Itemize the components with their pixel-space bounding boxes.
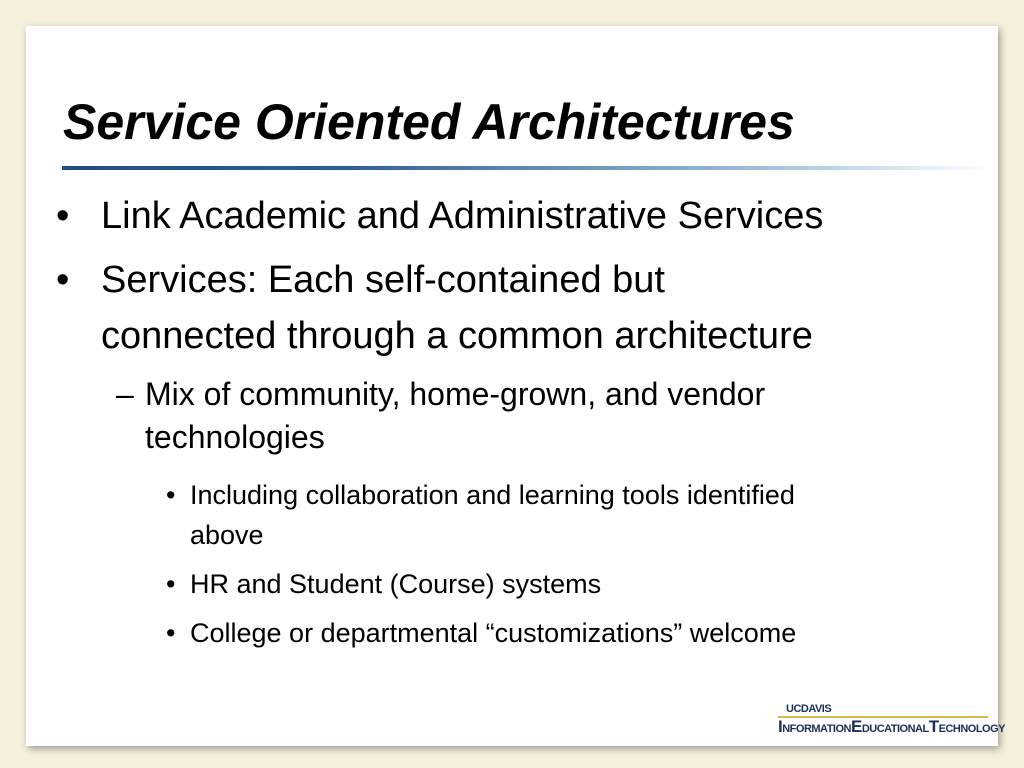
logo-initial: E <box>850 717 862 736</box>
sub-bullet-text: Mix of community, home-grown, and vendor <box>145 376 766 412</box>
logo-word: ECHNOLOGY <box>938 723 1006 735</box>
sub-sub-bullet-text-continuation: above <box>190 520 264 550</box>
slide <box>26 26 1006 746</box>
bullet-marker: • <box>56 195 70 237</box>
bullet-marker: • <box>56 259 70 301</box>
logo-initial: I <box>778 717 783 736</box>
logo-word: DUCATIONAL <box>861 723 929 735</box>
logo-word: NFORMATION <box>782 723 851 735</box>
bullet-text: Link Academic and Administrative Services <box>101 195 824 237</box>
sub-sub-bullet-text: HR and Student (Course) systems <box>190 569 602 599</box>
bullet-marker: • <box>166 618 176 648</box>
logo-gold-rule <box>778 716 988 718</box>
slide-title: Service Oriented Architectures <box>63 94 795 150</box>
logo-initial: T <box>928 717 939 736</box>
dash-marker: – <box>116 376 134 412</box>
bullet-text: Services: Each self-contained but <box>101 259 665 301</box>
bullet-marker: • <box>166 480 176 510</box>
slide-body <box>26 26 998 746</box>
ucdavis-iet-logo <box>778 703 1006 737</box>
logo-ucdavis-text: UCDAVIS <box>786 703 832 715</box>
bullet-marker: • <box>166 569 176 599</box>
sub-sub-bullet-text: Including collaboration and learning tools identified <box>190 480 795 510</box>
sub-sub-bullet-text: College or departmental “customizations” welcome <box>190 618 797 648</box>
sub-bullet-text-continuation: technologies <box>145 419 325 455</box>
bullet-text-continuation: connected through a common architecture <box>101 315 813 357</box>
logo-unit-name <box>778 717 1006 736</box>
